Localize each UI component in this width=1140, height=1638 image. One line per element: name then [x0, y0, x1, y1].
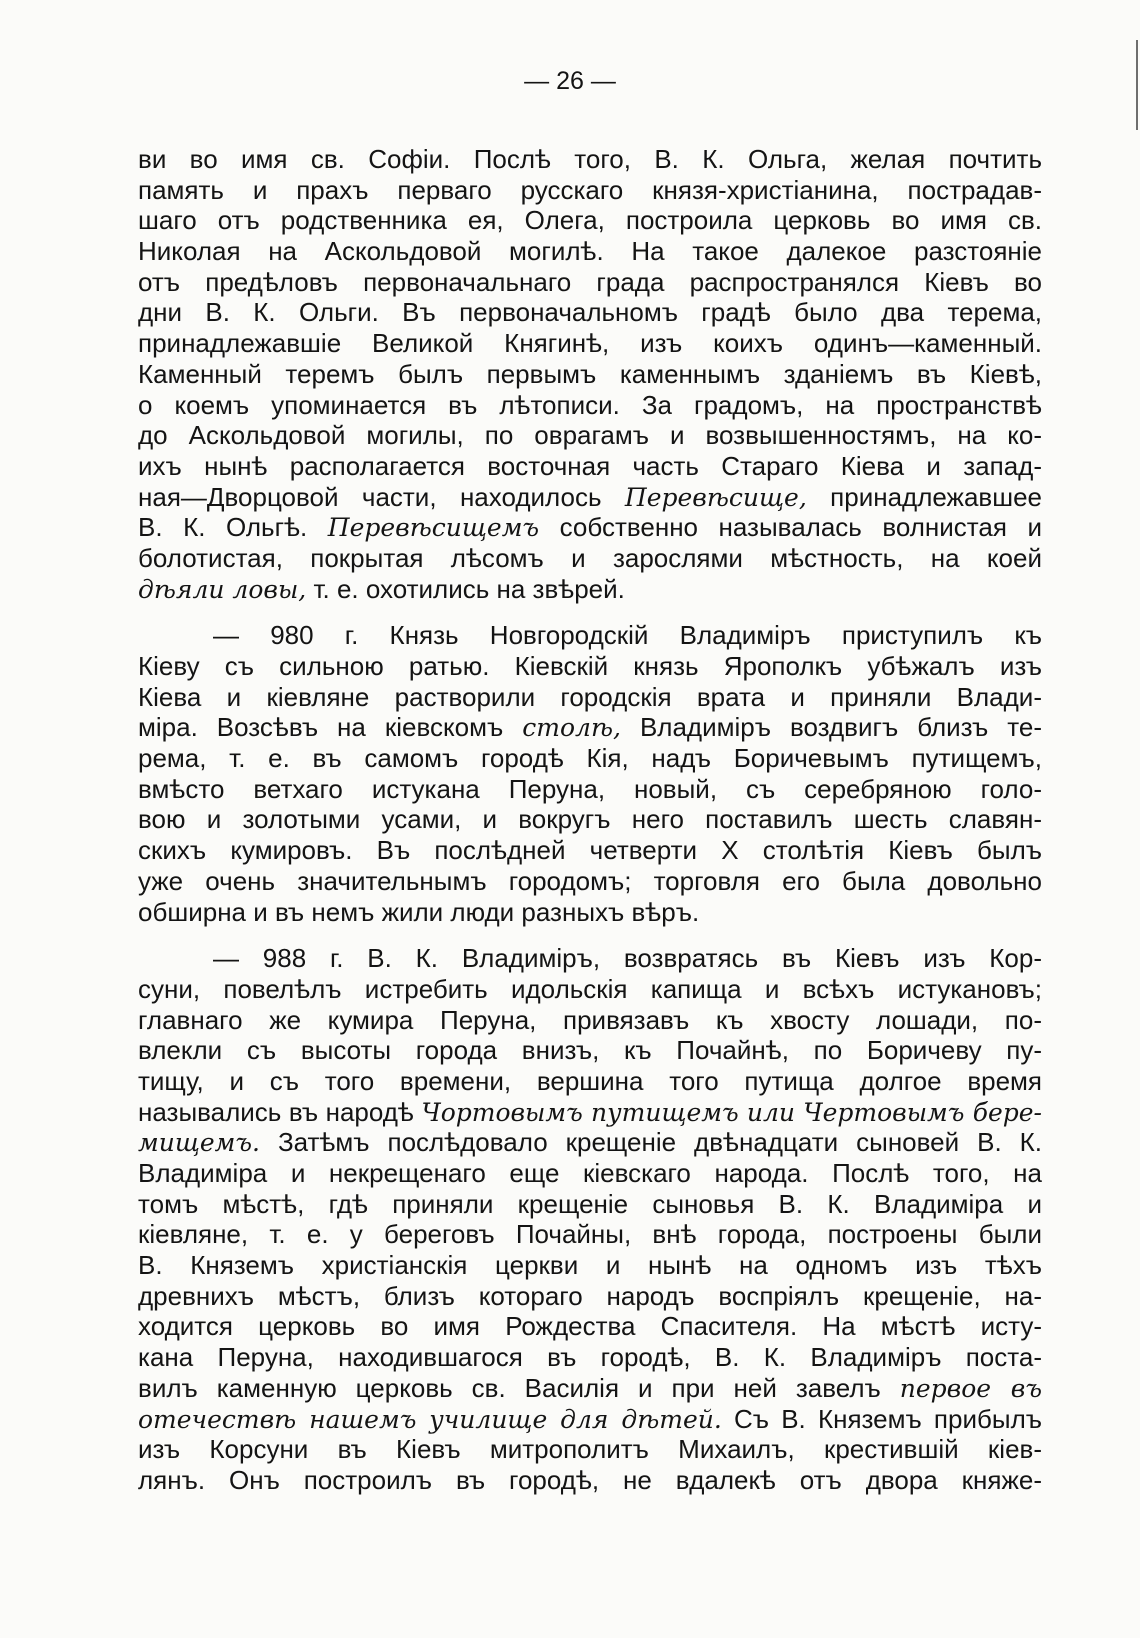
text-line: Кіева и кіевляне растворили городскія врата и приняли Влади-: [138, 681, 1042, 712]
text-line: [138, 1127, 1042, 1158]
text-line: шаго отъ родственника ея, Олега, построила церковь во имя св.: [138, 205, 1042, 236]
text-line: лянъ. Онъ построилъ въ городѣ, не вдалекѣ отъ двора княже-: [138, 1464, 1042, 1495]
text-line: томъ мѣстѣ, гдѣ приняли крещеніе сыновья В. К. Владиміра и: [138, 1188, 1042, 1219]
text-line: [138, 574, 1042, 605]
text-line: ихъ нынѣ располагается восточная часть Стараго Кіева и запад-: [138, 450, 1042, 481]
italic-term: Перевѣсищемъ: [327, 513, 540, 543]
paragraph-gap: [138, 604, 1042, 620]
line-text: т. е. охотились на звѣрей.: [306, 573, 625, 604]
text-line: — 980 г. Князь Новгородскій Владиміръ приступилъ къ: [213, 620, 1042, 651]
paragraph-gap: [138, 927, 1042, 943]
paragraph: [138, 620, 1042, 927]
text-line: Владиміра и некрещенаго еще кіевскаго народа. Послѣ того, на: [138, 1158, 1042, 1188]
text-line: рема, т. е. въ самомъ городѣ Кія, надъ Боричевымъ путищемъ,: [138, 743, 1042, 774]
italic-term: дѣяли ловы,: [138, 574, 307, 604]
text-line: [138, 482, 1042, 513]
paragraph: [138, 943, 1042, 1495]
text-line: [138, 712, 1042, 743]
text-line: [138, 1373, 1042, 1404]
text-line: память и прахъ перваго русскаго князя-христіанина, пострадав-: [138, 174, 1042, 205]
line-text: принадлежавшее: [806, 481, 1042, 512]
text-line: изъ Корсуни въ Кіевъ митрополитъ Михаилъ, крестившій кіев-: [138, 1434, 1042, 1465]
text-line: кана Перуна, находившагося въ городѣ, В. К. Владиміръ поста-: [138, 1342, 1042, 1373]
line-text: Затѣмъ послѣдовало крещеніе двѣнадцати сыновей В. К.: [260, 1127, 1042, 1158]
text-line: о коемъ упоминается въ лѣтописи. За градомъ, на пространствѣ: [138, 389, 1042, 420]
text-line: суни, повелѣлъ истребить идольскія капища и всѣхъ истукановъ;: [138, 973, 1042, 1004]
text-line: [138, 512, 1042, 543]
text-line: ви во имя св. Софіи. Послѣ того, В. К. Ольга, желая почтить: [138, 144, 1042, 174]
text-line: Кіеву съ сильною ратью. Кіевскій князь Ярополкъ убѣжалъ изъ: [138, 651, 1042, 681]
text-line: древнихъ мѣстъ, близъ котораго народъ воспріялъ крещеніе, на-: [138, 1280, 1042, 1311]
line-text: ная—Дворцовой части, находилось: [138, 481, 625, 512]
page-number: — 26 —: [524, 67, 616, 95]
text-line: влекли съ высоты города внизъ, къ Почайнѣ, по Боричеву пу-: [138, 1035, 1042, 1066]
line-text: назывались въ народѣ: [138, 1096, 422, 1127]
text-line: вою и золотыми усами, и вокругъ него поставилъ шесть славян-: [138, 804, 1042, 835]
line-text: собственно называлась волнистая и: [539, 512, 1042, 543]
text-line: уже очень значительнымъ городомъ; торговля его была довольно: [138, 865, 1042, 896]
text-line: принадлежавшіе Великой Княгинѣ, изъ коихъ одинъ—каменный.: [138, 328, 1042, 359]
text-line: главнаго же кумира Перуна, привязавъ къ хвосту лошади, по-: [138, 1004, 1042, 1035]
text-line: до Аскольдовой могилы, по оврагамъ и возвышенностямъ, на ко-: [138, 420, 1042, 451]
italic-term: Перевѣсище,: [624, 482, 807, 512]
text-line: В. Княземъ христіанскія церкви и нынѣ на одномъ изъ тѣхъ: [138, 1250, 1042, 1281]
line-text: Владиміръ воздвигъ близъ те-: [620, 712, 1042, 743]
line-text: міра. Возсѣвъ на кіевскомъ: [138, 712, 523, 743]
line-text: вилъ каменную церковь св. Василія и при ней завелъ: [138, 1372, 900, 1403]
text-line: [138, 1097, 1042, 1128]
text-line: [138, 1404, 1042, 1435]
page-body-text: [138, 144, 1042, 1496]
text-line: болотистая, покрытая лѣсомъ и зарослями мѣстность, на коей: [138, 542, 1042, 573]
text-line: кіевляне, т. е. у береговъ Почайны, внѣ города, построены были: [138, 1219, 1042, 1250]
line-text: Съ В. Княземъ прибылъ: [721, 1403, 1042, 1434]
italic-term: столѣ,: [522, 713, 621, 743]
text-line: — 988 г. В. К. Владиміръ, возвратясь въ Кіевъ изъ Кор-: [213, 943, 1042, 974]
text-line: обширна и въ немъ жили люди разныхъ вѣръ.: [138, 896, 700, 927]
text-line: Николая на Аскольдовой могилѣ. На такое далекое разстояніе: [138, 236, 1042, 267]
text-line: дни В. К. Ольги. Въ первоначальномъ градѣ было два терема,: [138, 297, 1042, 328]
text-line: ходится церковь во имя Рождества Спасителя. На мѣстѣ исту-: [138, 1311, 1042, 1342]
text-line: тищу, и съ того времени, вершина того путища долгое время: [138, 1065, 1042, 1096]
italic-term: Чортовымъ путищемъ или Чертовымъ бере-: [421, 1097, 1042, 1127]
italic-term: мищемъ.: [138, 1128, 260, 1158]
line-text: В. К. Ольгѣ.: [138, 512, 328, 543]
text-line: Каменный теремъ былъ первымъ каменнымъ зданіемъ въ Кіевѣ,: [138, 358, 1042, 389]
italic-term: первое въ: [899, 1373, 1042, 1403]
italic-term: отечествѣ нашемъ училище для дѣтей.: [138, 1404, 722, 1434]
paragraph: [138, 144, 1042, 604]
text-line: скихъ кумировъ. Въ послѣдней четверти X столѣтія Кіевъ былъ: [138, 835, 1042, 866]
text-line: отъ предѣловъ первоначальнаго града распространялся Кіевъ во: [138, 266, 1042, 297]
text-line: вмѣсто ветхаго истукана Перуна, новый, съ серебряною голо-: [138, 773, 1042, 804]
